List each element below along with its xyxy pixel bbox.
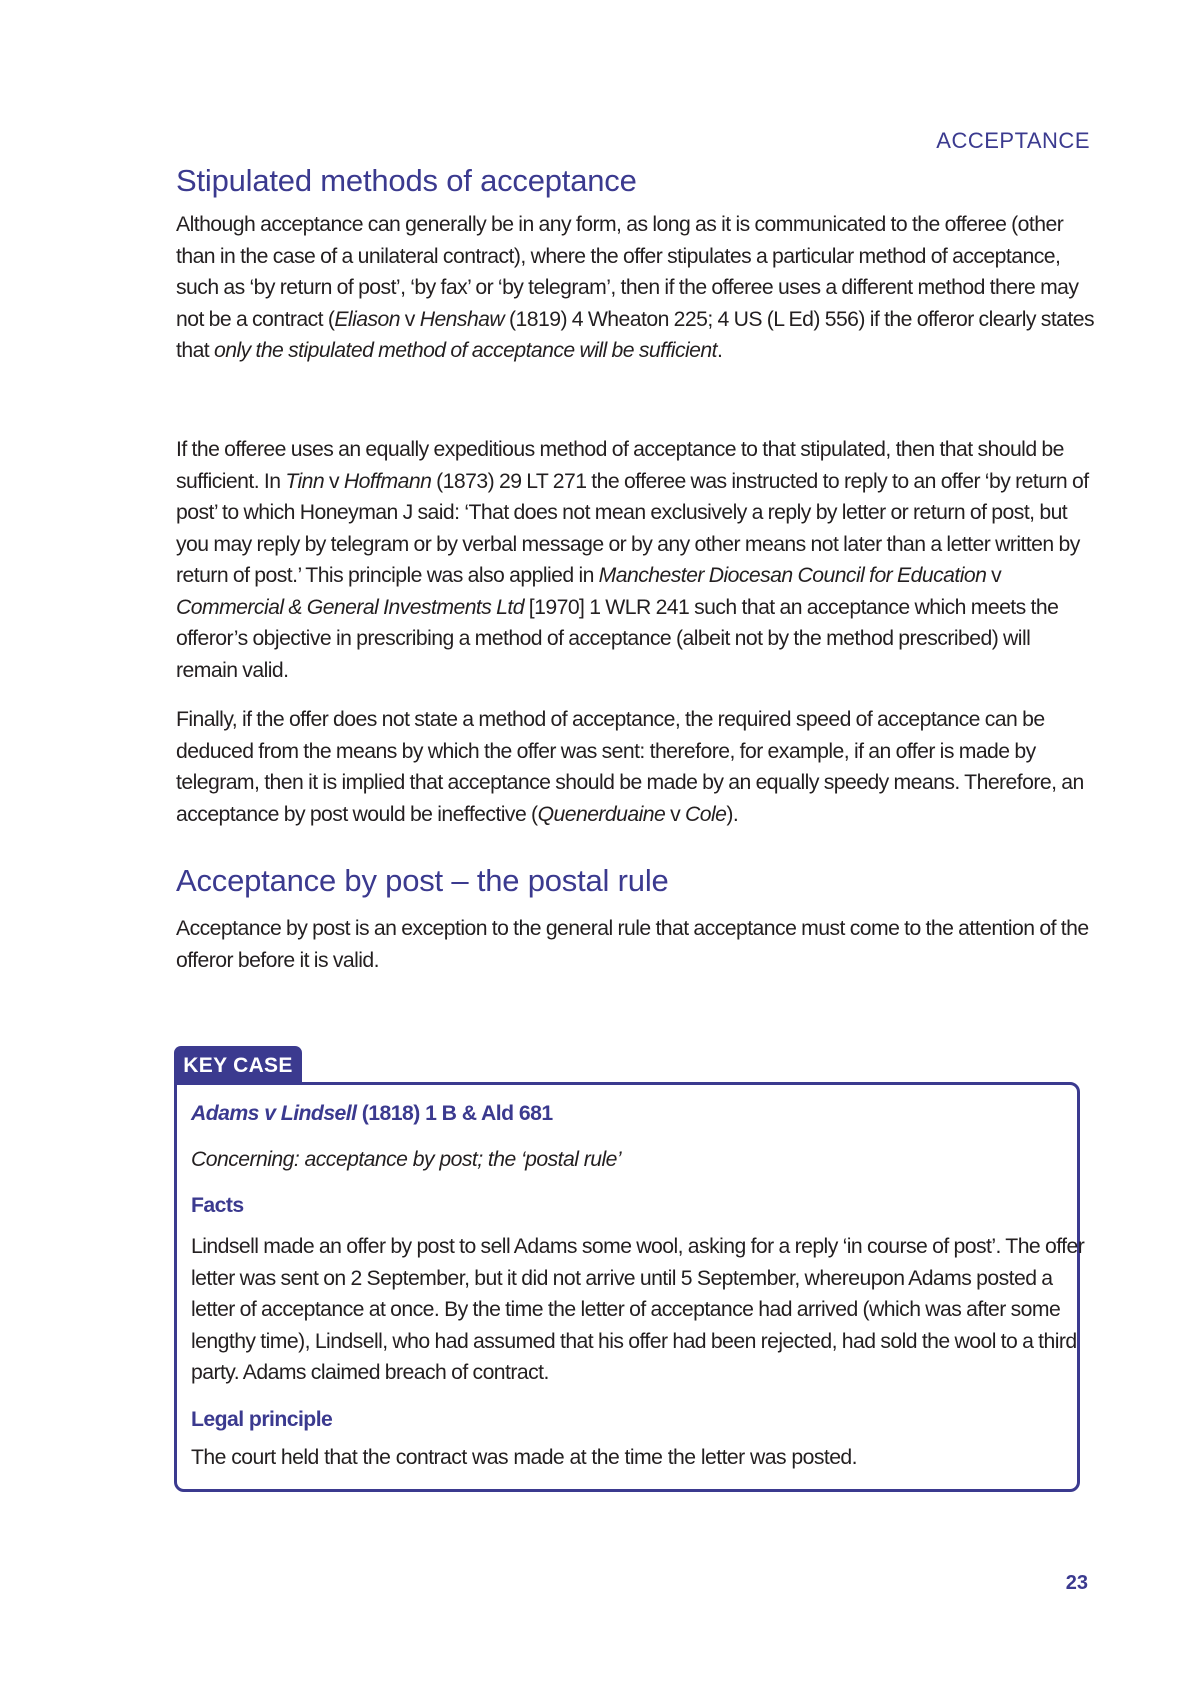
running-head: ACCEPTANCE <box>936 128 1090 153</box>
text-run: v <box>399 307 420 331</box>
case-party: Quenerduaine <box>537 802 666 826</box>
case-party: Commercial & General Investments Ltd <box>176 595 524 619</box>
paragraph-stipulated-3 <box>176 704 1096 830</box>
case-party: Tinn <box>285 469 325 493</box>
section-heading-postal-rule: Acceptance by post – the postal rule <box>176 863 669 898</box>
text-run: v <box>324 469 344 493</box>
case-party: Cole <box>684 802 727 826</box>
case-party: Manchester Diocesan Council for Education <box>598 564 987 587</box>
text-run: If the offeree uses an equally expeditious method of acceptance to that stipulated, then that should be sufficient. In <box>176 438 1064 493</box>
case-party: Hoffmann <box>343 469 432 493</box>
key-case-tab: KEY CASE <box>174 1046 302 1084</box>
key-case-legal-heading: Legal principle <box>191 1408 333 1431</box>
key-case-facts-heading: Facts <box>191 1194 244 1217</box>
page-number: 23 <box>1065 1572 1088 1594</box>
text-run: (1819) 4 Wheaton 225; 4 US (L Ed) 556) if the offeror clearly states that <box>176 307 1094 362</box>
key-case-title <box>191 1102 553 1126</box>
text-run: Although acceptance can generally be in any form, as long as it is communicated to the offeree (other than in the case of a unilateral contract), where the offer stipulates a particular method of acceptance, such as ‘by return of post’, ‘by fax’ or ‘by telegram’, then if the offeree uses a different method there may not be a contract ( <box>176 213 1079 331</box>
key-case-facts: Lindsell made an offer by post to sell Adams some wool, asking for a reply ‘in course of post’. The offer letter was sent on 2 September, but it did not arrive until 5 September, whereupon Adams posted a letter of acceptance at once. By the time the letter of acceptance had arrived (which was after some lengthy time), Lindsell, who had assumed that his offer had been rejected, had sold the wool to a third party. Adams claimed breach of contract. <box>191 1235 1085 1384</box>
text-run: [1970] 1 WLR 241 such that an acceptance which meets the offeror’s objective in prescribing a method of acceptance (albeit not by the method prescribed) will remain valid. <box>176 595 1059 682</box>
emphasis: only the stipulated method of acceptance will be sufficient <box>213 339 717 362</box>
key-case-legal-principle: The court held that the contract was made at the time the letter was posted. <box>191 1446 858 1469</box>
text-run: v <box>665 802 685 826</box>
text-run: ). <box>726 802 739 826</box>
text-run: Finally, if the offer does not state a method of acceptance, the required speed of acceptance can be deduced from the means by which the offer was sent: therefore, for example, if an offer is made by telegram, then it is implied that acceptance should be made by an equally speedy means. Therefore, an acceptance by post would be ineffective ( <box>176 708 1084 826</box>
paragraph-stipulated-2 <box>176 434 1096 686</box>
key-case-name: Adams v Lindsell <box>191 1102 357 1125</box>
paragraph-postal-rule: Acceptance by post is an exception to the general rule that acceptance must come to the attention of the offeror before it is valid. <box>176 917 1089 972</box>
case-party: Henshaw <box>419 307 505 331</box>
case-party: Eliason <box>334 307 400 331</box>
section-heading-stipulated-methods: Stipulated methods of acceptance <box>176 163 637 198</box>
text-run: (1873) 29 LT 271 the offeree was instructed to reply to an offer ‘by return of post’ to which Honeyman J said: ‘That does not mean exclusively a reply by letter or return of post, but you may reply by telegram or by verbal message or by any other means not later than a letter written by return of post.’ This principle was also applied in <box>176 469 1089 587</box>
paragraph-stipulated-1 <box>176 209 1096 367</box>
text-run: . <box>716 339 723 362</box>
key-case-citation: (1818) 1 B & Ald 681 <box>356 1102 553 1125</box>
key-case-concerning: Concerning: acceptance by post; the ‘postal rule’ <box>191 1148 622 1171</box>
text-run: v <box>986 564 1002 587</box>
